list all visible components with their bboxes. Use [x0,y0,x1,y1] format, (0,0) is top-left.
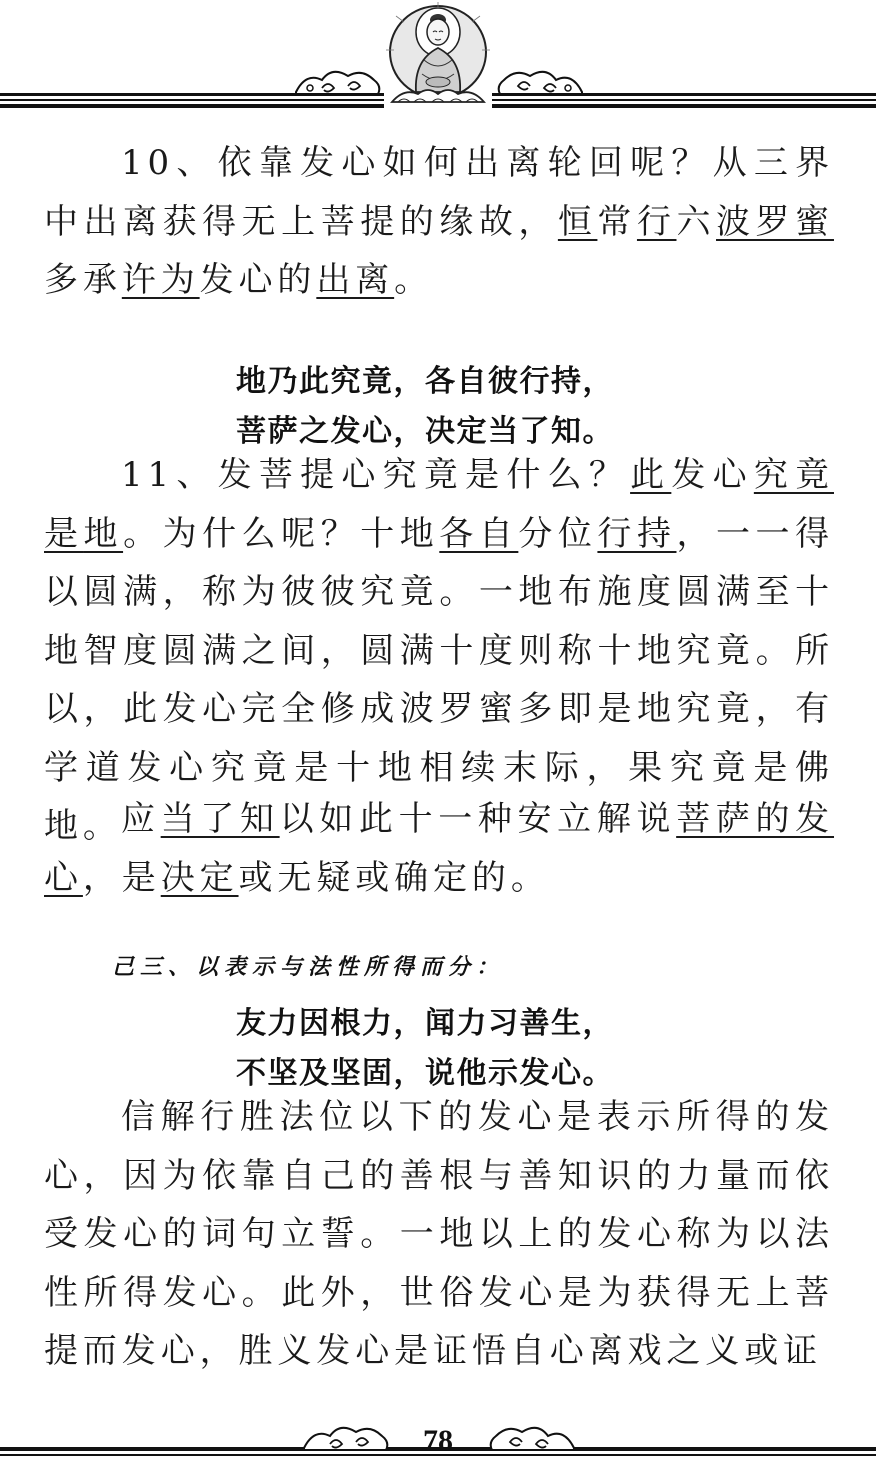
paragraph-13 [44,1088,834,1381]
verse-line: 不坚及坚固，说他示发心。 [236,1056,614,1091]
text-run: 六 [676,201,717,242]
paragraph-10 [44,134,834,310]
underlined-term: 波罗蜜 [716,201,834,242]
underlined-term: 地 [83,513,124,554]
text-run: 多承 [44,260,122,300]
text-run: 以如此十一种安立解说 [279,799,677,839]
underlined-term: 当了知 [160,799,280,839]
underlined-term: 行持 [597,513,677,554]
underlined-term: 菩萨的发心 [44,799,835,898]
cloud-scroll-icon [292,62,384,102]
underlined-term: 究竟是 [44,455,834,554]
cloud-scroll-icon [486,1418,578,1458]
page-number: 78 [423,1424,453,1457]
cloud-scroll-icon [300,1418,392,1458]
text-run: 应 [121,799,161,839]
underlined-term: 出离 [316,260,395,300]
text-run: 10、依靠发心如何出离轮回呢？从三界中出离获得无上菩提的缘故， [44,143,834,242]
text-run: ，是 [82,857,161,898]
text-run: ，一一得以圆满，称为彼彼究竟。一地布施度圆满至十地智度圆满之间，圆满十度则称十地究竟。所以，此发心完全修成波罗蜜多即是地究竟，有学道发心究竟是十地相续末际，果究竟是佛地。 [44,513,834,846]
verse-line: 地乃此究竟，各自彼行持， [236,364,614,399]
text-run: 分位 [518,513,598,554]
underlined-term: 行 [636,201,677,242]
cloud-scroll-icon [494,62,586,102]
underlined-term: 许为 [121,260,200,300]
underlined-term: 此 [630,455,672,495]
underlined-term: 决定 [160,857,239,898]
verse-line: 菩萨之发心，决定当了知。 [236,414,614,449]
section-heading: 己三、以表示与法性所得而分： [112,954,505,980]
underlined-term: 恒 [557,201,598,242]
paragraph-12 [44,790,834,907]
text-run: 发心 [671,455,754,495]
text-run: 。为什么呢？十地 [123,513,440,554]
text-run: 或无疑或确定的。 [238,857,550,898]
buddha-icon [384,2,492,108]
verse-line: 友力因根力，闻力习善生， [236,1006,614,1041]
paragraph-text: 信解行胜法位以下的发心是表示所得的发心，因为依靠自己的善根与善知识的力量而依受发心的词句立誓。一地以上的发心称为以法性所得发心。此外，世俗发心是为获得无上菩提而发心，胜义发心是证悟自心离戏之义或证 [44,1097,834,1371]
underlined-term: 各自 [439,513,519,554]
text-run: 11、发菩提心究竟是什么？ [121,455,631,495]
text-run: 常 [597,201,637,242]
text-run: 发心的 [199,260,317,300]
text-run: 。 [394,260,434,300]
